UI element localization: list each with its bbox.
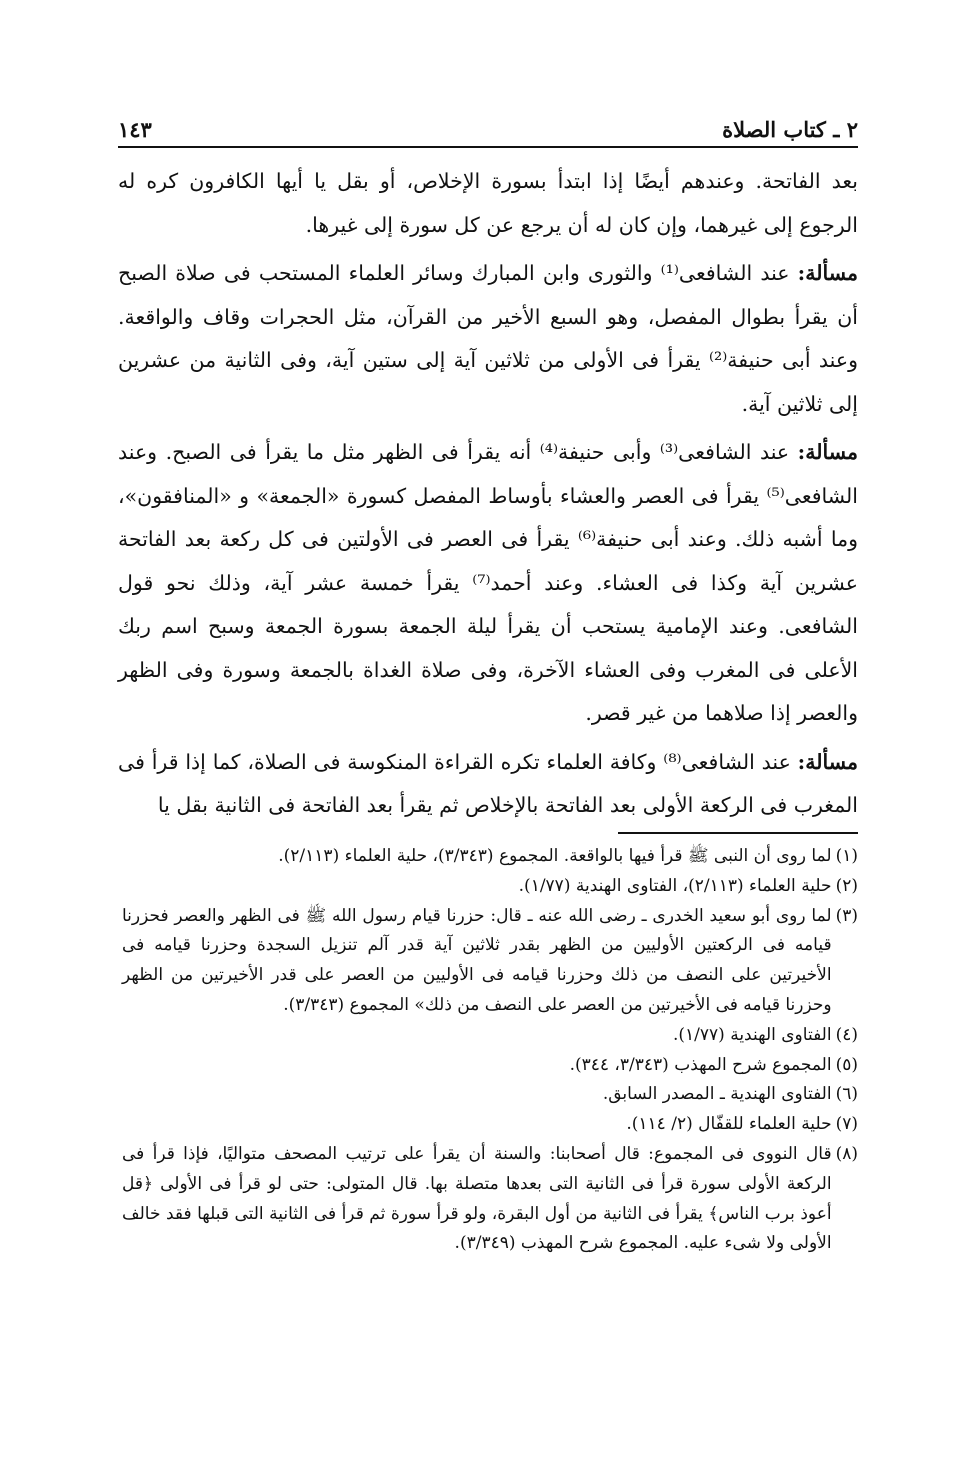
main-text — [118, 160, 858, 833]
footnote-text: قال النووى فى المجموع: قال أصحابنا: والسنة أن يقرأ على ترتيب المصحف متواليًا، فإذا قرأ فى الركعة الأولى سورة قرأ فى الثانية التى بعدها متصلة بها. قال المتولى: حتى لو قرأ فى الأولى ﴿قل أعوذ برب الناس﴾ يقرأ فى الثانية من أول البقرة، ولو قرأ سورة ثم قرأ فى الثانية التى قبلها فقد خالف الأولى ولا شىء عليه. المجموع شرح المهذب (٣/٣٤٩). — [122, 1143, 832, 1254]
footnote-number: (٤) — [835, 1024, 858, 1045]
paragraph-text: عند الشافعى⁽³⁾ وأبى حنيفة⁽⁴⁾ أنه يقرأ فى الظهر مثل ما يقرأ فى الصبح. وعند الشافعى⁽⁵⁾ يقرأ فى العصر والعشاء بأوساط المفصل كسورة «الجمعة» و «المنافقون»، وما أشبه ذلك. وعند أبى حنيفة⁽⁶⁾ يقرأ فى العصر فى الأولتين فى كل ركعة بعد الفاتحة عشرين آية وكذا فى العشاء. وعند أحمد⁽⁷⁾ يقرأ خمسة عشر آية، وذلك نحو قول الشافعى. وعند الإمامية يستحب أن يقرأ ليلة الجمعة بسورة الجمعة وسبح اسم ربك الأعلى فى المغرب وفى العشاء الآخرة، وفى صلاة الغداة بالجمعة وسورة وفى الظهر والعصر إذا صلاهما من غير قصر. — [118, 440, 858, 725]
paragraph — [118, 431, 858, 736]
footnote — [122, 1110, 858, 1140]
paragraph-text: بعد الفاتحة. وعندهم أيضًا إذا ابتدأ بسورة الإخلاص، أو بقل يا أيها الكافرون كره له الرجوع إلى غيرهما، وإن كان له أن يرجع عن كل سورة إلى غيرها. — [118, 169, 858, 237]
footnote-number: (٢) — [835, 875, 858, 896]
footnote-number: (٣) — [835, 905, 858, 926]
paragraph-text: عند الشافعى⁽⁸⁾ وكافة العلماء تكره القراءة المنكوسة فى الصلاة، كما إذا قرأ فى المغرب فى الركعة الأولى بعد الفاتحة بالإخلاص ثم يقرأ بعد الفاتحة فى الثانية بقل يا — [118, 749, 858, 817]
footnote-text: لما روى أن النبى ﷺ قرأ فيها بالواقعة. المجموع (٣/٣٤٣)، حلية العلماء (٢/١١٣). — [278, 846, 832, 866]
footnote-number: (٨) — [835, 1143, 858, 1164]
page-number: ١٤٣ — [118, 117, 152, 142]
footnote — [122, 1080, 858, 1110]
footnote — [122, 1140, 858, 1259]
issue-label: مسألة: — [797, 440, 858, 464]
footnote-text: المجموع شرح المهذب (٣/٣٤٣، ٣٤٤). — [569, 1054, 832, 1075]
footnote-separator — [618, 832, 858, 834]
paragraph-text: عند الشافعى⁽¹⁾ والثورى وابن المبارك وسائر العلماء المستحب فى صلاة الصبح أن يقرأ بطوال المفصل، وهو السبع الأخير من القرآن، مثل الحجرات وقاف والواقعة. وعند أبى حنيفة⁽²⁾ يقرأ فى الأولى من ثلاثين آية إلى ستين آية، وفى الثانية من عشرين إلى ثلاثين آية. — [118, 261, 858, 416]
footnote-text: حلية العلماء للقفّال (٢/ ١١٤). — [626, 1114, 832, 1135]
footnote — [122, 842, 858, 872]
footnotes — [122, 842, 858, 1259]
footnote-number: (٥) — [835, 1054, 858, 1075]
header-rule — [118, 146, 858, 148]
footnote — [122, 902, 858, 1021]
running-header — [118, 108, 858, 142]
issue-label: مسألة: — [797, 261, 858, 285]
footnote-text: الفتاوى الهندية ـ المصدر السابق. — [602, 1084, 832, 1105]
chapter-title: ٢ ـ كتاب الصلاة — [722, 117, 858, 142]
footnote-number: (٧) — [835, 1114, 858, 1135]
footnote-text: حلية العلماء (٢/١١٣)، الفتاوى الهندية (١/٧٧). — [518, 875, 832, 896]
paragraph — [118, 741, 858, 828]
footnote-number: (١) — [835, 846, 858, 866]
footnote — [122, 872, 858, 902]
footnote — [122, 1051, 858, 1081]
issue-label: مسألة: — [797, 749, 858, 774]
footnote-number: (٦) — [835, 1084, 858, 1105]
footnote-text: لما روى أبو سعيد الخدرى ـ رضى الله عنه ـ قال: حزرنا قيام رسول الله ﷺ فى الظهر والعصر فحزرنا قيامه فى الركعتين الأوليين من الظهر بقدر ثلاثين آية قدر آلم تنزيل السجدة وحزرنا قيامه فى الأخيرتين على النصف من ذلك وحزرنا قيامه فى الأوليين من العصر على قدر الأخيرتين من الظهر وحزرنا قيامه فى الأخيرتين من العصر على النصف من ذلك» المجموع (٣/٣٤٣). — [122, 905, 832, 1015]
paragraph — [118, 252, 858, 426]
footnote — [122, 1021, 858, 1051]
paragraph — [118, 160, 858, 247]
footnote-text: الفتاوى الهندية (١/٧٧). — [673, 1024, 832, 1045]
